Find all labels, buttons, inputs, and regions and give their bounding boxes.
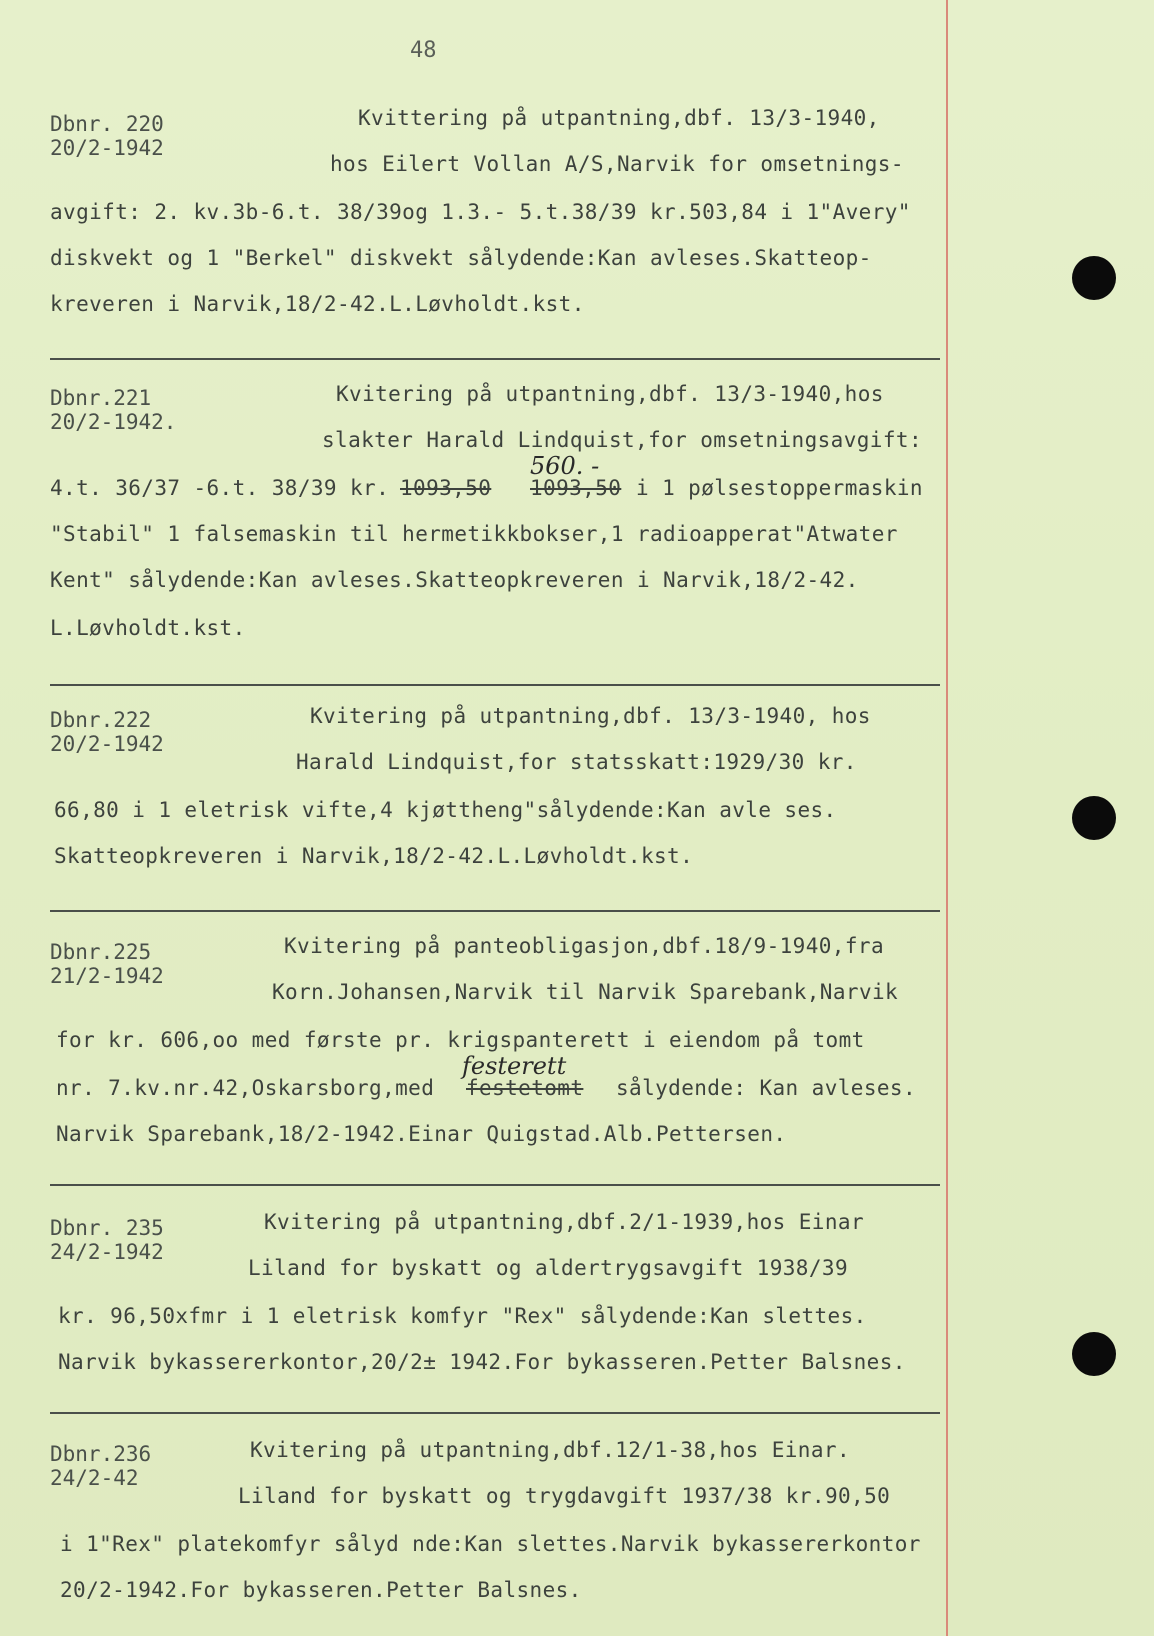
entry-number: Dbnr.225 [50, 940, 152, 964]
entry-number: Dbnr. 220 [50, 112, 164, 136]
entry-divider [50, 910, 940, 912]
entry-divider [50, 1412, 940, 1414]
entry-text-line: Kvitering på utpantning,dbf. 13/3-1940,hos [336, 382, 884, 406]
entry-text-line: avgift: 2. kv.3b-6.t. 38/39og 1.3.- 5.t.38/39 kr.503,84 i 1"Avery" [50, 200, 911, 224]
entry-text-line: Liland for byskatt og trygdavgift 1937/38 kr.90,50 [238, 1484, 891, 1508]
entry-text-line: sålydende: Kan avleses. [616, 1076, 916, 1100]
entry-text-line: kr. 96,50xfmr i 1 eletrisk komfyr "Rex" sålydende:Kan slettes. [58, 1304, 867, 1328]
entry-text-line: Kent" sålydende:Kan avleses.Skatteopkreveren i Narvik,18/2-42. [50, 568, 859, 592]
entry-divider [50, 1184, 940, 1186]
struck-amount: 1093,50 [530, 476, 622, 500]
entry-date: 20/2-1942 [50, 732, 164, 756]
entry-text-line: Narvik Sparebank,18/2-1942.Einar Quigstad.Alb.Pettersen. [56, 1122, 787, 1146]
entry-text-line: Kvitering på panteobligasjon,dbf.18/9-1940,fra [284, 934, 884, 958]
entry-text-line: diskvekt og 1 "Berkel" diskvekt sålydende:Kan avleses.Skatteop- [50, 246, 872, 270]
entry-divider [50, 684, 940, 686]
entry-text-line: i 1 pølsestoppermaskin [636, 476, 923, 500]
entry-reference [50, 112, 164, 160]
entry-date: 24/2-1942 [50, 1240, 164, 1264]
entry-text-line: Kvitering på utpantning,dbf.12/1-38,hos Einar. [250, 1438, 850, 1462]
entry-text-line: slakter Harald Lindquist,for omsetningsavgift: [322, 428, 922, 452]
entry-text-line: Narvik bykassererkontor,20/2± 1942.For bykasseren.Petter Balsnes. [58, 1350, 906, 1374]
entry-date: 20/2-1942. [50, 410, 177, 434]
entry-text-line: 4.t. 36/37 -6.t. 38/39 kr. [50, 476, 390, 500]
page-number: 48 [410, 38, 437, 63]
punch-hole [1072, 1332, 1116, 1376]
entry-text-line: Kvitering på utpantning,dbf. 13/3-1940, hos [310, 704, 871, 728]
entry-text-line: 20/2-1942.For bykasseren.Petter Balsnes. [60, 1578, 582, 1602]
entry-reference [50, 1442, 151, 1490]
margin-rule [946, 0, 948, 1636]
entry-text-line: "Stabil" 1 falsemaskin til hermetikkbokser,1 radioapperat"Atwater [50, 522, 898, 546]
struck-word: festetomt [466, 1076, 584, 1100]
entry-text-line: hos Eilert Vollan A/S,Narvik for omsetnings- [330, 152, 904, 176]
entry-text-line: kreveren i Narvik,18/2-42.L.Løvholdt.kst. [50, 292, 585, 316]
punch-hole [1072, 256, 1116, 300]
entry-reference [50, 708, 164, 756]
entry-number: Dbnr.222 [50, 708, 152, 732]
entry-text-line: 66,80 i 1 eletrisk vifte,4 kjøttheng"sålydende:Kan avle ses. [54, 798, 837, 822]
entry-divider [50, 358, 940, 360]
entry-number: Dbnr. 235 [50, 1216, 164, 1240]
handwritten-amount: 560. - [530, 452, 600, 480]
entry-text-line: i 1"Rex" platekomfyr sålyd nde:Kan slettes.Narvik bykassererkontor [60, 1532, 921, 1556]
entry-date: 24/2-42 [50, 1466, 139, 1490]
entry-text-line: L.Løvholdt.kst. [50, 616, 246, 640]
handwritten-correction: festerett [462, 1052, 567, 1080]
punch-hole [1072, 796, 1116, 840]
entry-date: 20/2-1942 [50, 136, 164, 160]
entry-text-line: Liland for byskatt og aldertrygsavgift 1938/39 [248, 1256, 848, 1280]
entry-text-line: Kvittering på utpantning,dbf. 13/3-1940, [358, 106, 880, 130]
struck-amount: 1093,50 [400, 476, 492, 500]
entry-text-line: nr. 7.kv.nr.42,Oskarsborg,med [56, 1076, 435, 1100]
entry-text-line: Harald Lindquist,for statsskatt:1929/30 kr. [296, 750, 857, 774]
entry-text-line: Skatteopkreveren i Narvik,18/2-42.L.Løvholdt.kst. [54, 844, 694, 868]
entry-number: Dbnr.236 [50, 1442, 152, 1466]
entry-text-line: for kr. 606,oo med første pr. krigspanterett i eiendom på tomt [56, 1028, 865, 1052]
entry-text-line: Korn.Johansen,Narvik til Narvik Sparebank,Narvik [272, 980, 899, 1004]
entry-reference [50, 940, 164, 988]
entry-reference [50, 386, 176, 434]
entry-reference [50, 1216, 164, 1264]
entry-text-line: Kvitering på utpantning,dbf.2/1-1939,hos Einar [264, 1210, 864, 1234]
entry-date: 21/2-1942 [50, 964, 164, 988]
entry-number: Dbnr.221 [50, 386, 152, 410]
